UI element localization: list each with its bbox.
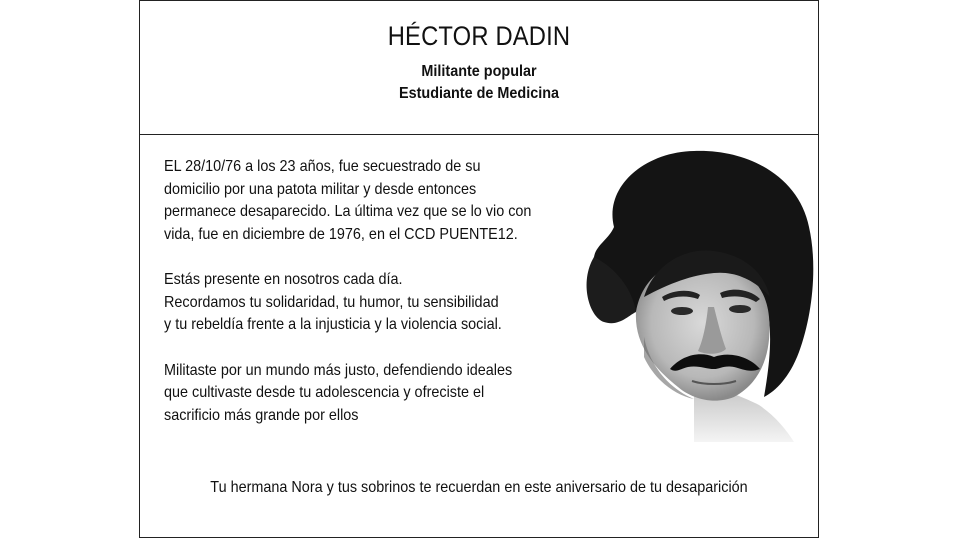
paragraph-remembrance: Estás presente en nosotros cada día. Recordamos tu solidaridad, tu humor, tu sensibilidad y tu rebeldía frente a la injusticia y la violencia social. xyxy=(164,271,502,333)
role-line-1: Militante popular xyxy=(421,63,537,80)
person-name: HÉCTOR DADIN xyxy=(387,21,571,51)
paragraph-tribute: Militaste por un mundo más justo, defendiendo ideales que cultivaste desde tu adolescencia y ofreciste el sacrificio más grande por ellos xyxy=(164,361,513,424)
memorial-notice xyxy=(139,0,819,538)
notice-body xyxy=(164,156,542,450)
portrait-photo xyxy=(574,147,820,442)
paragraph-disappearance: EL 28/10/76 a los 23 años, fue secuestrado de su domicilio por una patota militar y desde entonces permanece desaparecido. La última vez que se lo vio con vida, fue en diciembre de 1976, en el CCD PUENTE12. xyxy=(164,158,532,243)
role-line-2: Estudiante de Medicina xyxy=(398,85,560,102)
dedication-text: Tu hermana Nora y tus sobrinos te recuerdan en este aniversario de tu desaparición xyxy=(210,479,748,496)
notice-header xyxy=(140,1,818,135)
